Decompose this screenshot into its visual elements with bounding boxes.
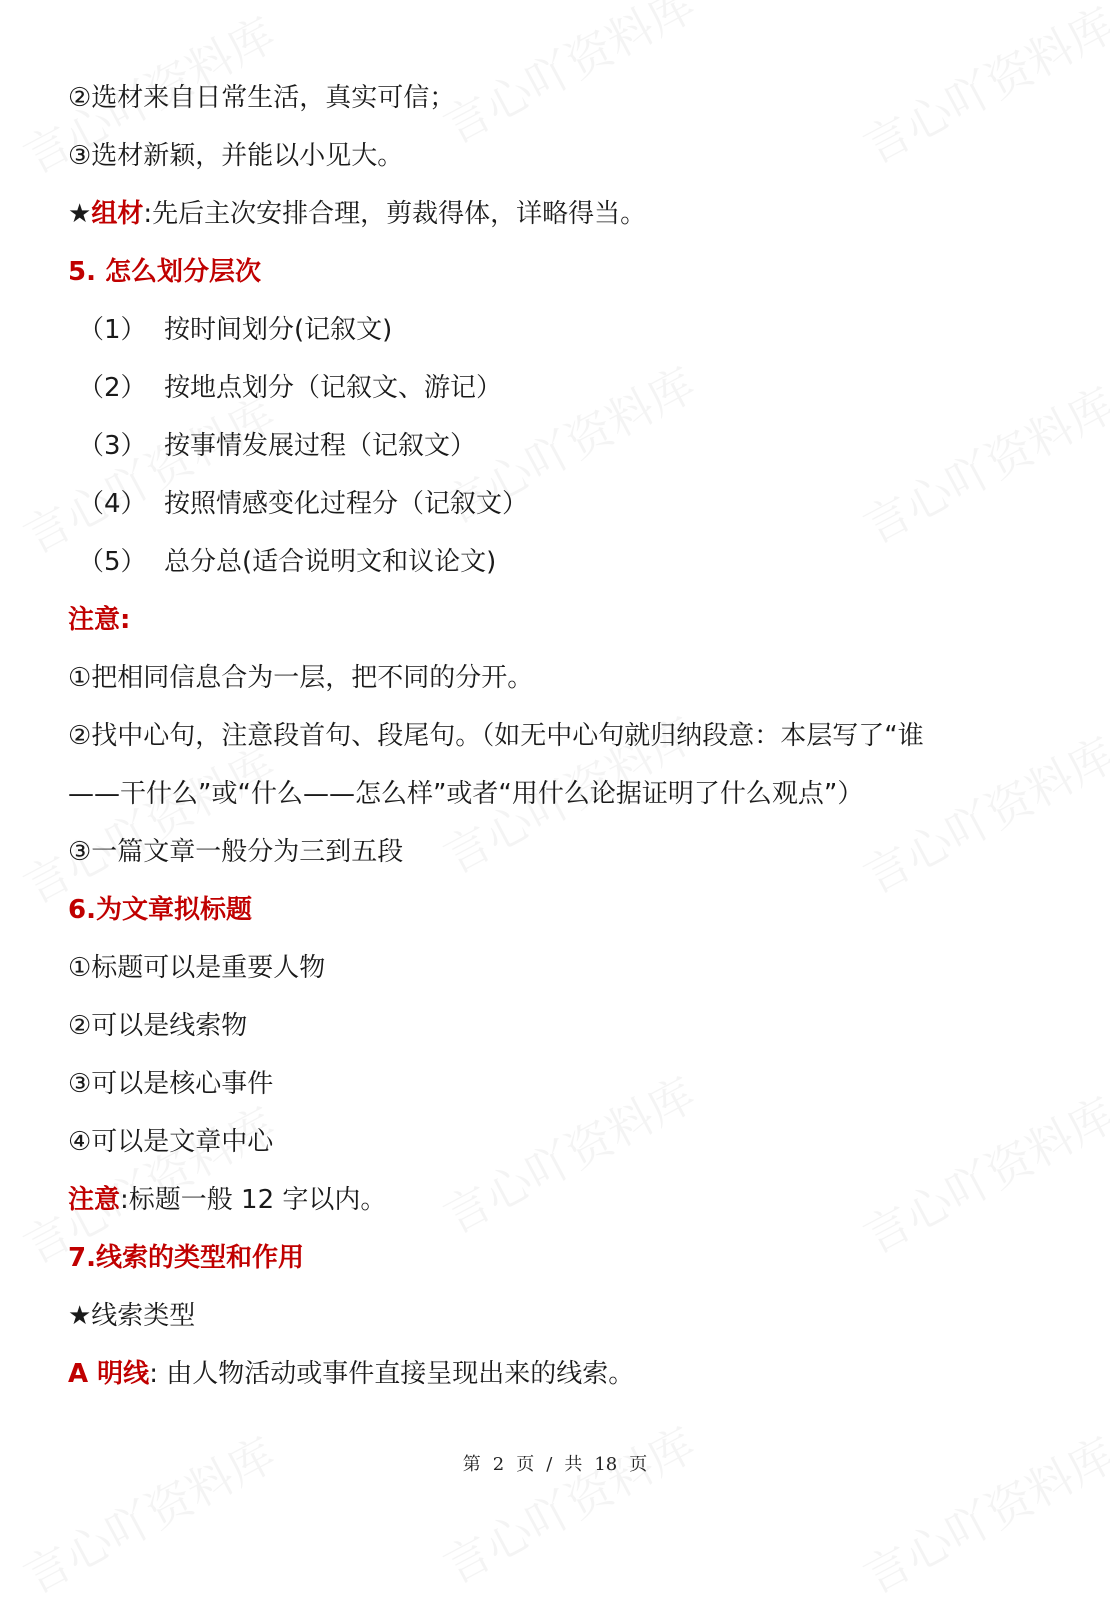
watermark bbox=[11, 1419, 286, 1607]
list-number: （5） bbox=[78, 547, 147, 577]
list-text: 按时间划分(记叙文) bbox=[164, 315, 393, 345]
text-line: ④可以是文章中心 bbox=[68, 1127, 274, 1157]
section-heading: 5. 怎么划分层次 bbox=[68, 257, 262, 287]
text-line: ——干什么”或“什么——怎么样”或者“用什么论据证明了什么观点”） bbox=[68, 779, 864, 809]
list-item bbox=[78, 312, 1050, 348]
note-text: :标题一般 12 字以内。 bbox=[120, 1185, 387, 1215]
footer-label: 第 bbox=[462, 1454, 481, 1475]
text-line: ①标题可以是重要人物 bbox=[68, 953, 326, 983]
term-label: A 明线 bbox=[68, 1359, 150, 1389]
list-number: （4） bbox=[78, 489, 147, 519]
term-text: :先后主次安排合理，剪裁得体，详略得当。 bbox=[143, 199, 647, 229]
footer-separator: / bbox=[546, 1454, 553, 1475]
section-heading: 6.为文章拟标题 bbox=[68, 895, 252, 925]
text-line bbox=[68, 196, 1050, 232]
list-text: 按照情感变化过程分（记叙文） bbox=[164, 489, 529, 519]
list-text: 按事情发展过程（记叙文） bbox=[164, 431, 477, 461]
watermark bbox=[431, 1409, 706, 1597]
term-text: : 由人物活动或事件直接呈现出来的线索。 bbox=[149, 1359, 635, 1389]
star-marker: ★ bbox=[68, 199, 92, 229]
list-number: （1） bbox=[78, 315, 147, 345]
total-page-number: 18 bbox=[594, 1454, 618, 1475]
watermark bbox=[431, 0, 706, 157]
term-label: 组材 bbox=[91, 199, 144, 229]
text-line: ③选材新颖，并能以小见大。 bbox=[68, 141, 404, 171]
note-label: 注意: bbox=[68, 605, 131, 635]
list-item bbox=[78, 428, 1050, 464]
list-item bbox=[78, 544, 1050, 580]
footer-label: 共 bbox=[564, 1454, 583, 1475]
list-text: 按地点划分（记叙文、游记） bbox=[164, 373, 503, 403]
watermark bbox=[11, 379, 286, 567]
text-line: ③可以是核心事件 bbox=[68, 1069, 274, 1099]
list-item bbox=[78, 486, 1050, 522]
page-footer bbox=[0, 1450, 1110, 1476]
text-line: ②可以是线索物 bbox=[68, 1011, 248, 1041]
footer-label: 页 bbox=[629, 1454, 648, 1475]
list-item bbox=[78, 370, 1050, 406]
text-line: ③一篇文章一般分为三到五段 bbox=[68, 837, 404, 867]
text-line: ②选材来自日常生活，真实可信； bbox=[68, 83, 456, 113]
watermark bbox=[851, 1079, 1110, 1267]
text-line bbox=[68, 1356, 1050, 1392]
current-page-number: 2 bbox=[492, 1454, 505, 1475]
text-line: ★线索类型 bbox=[68, 1301, 196, 1331]
list-text: 总分总(适合说明文和议论文) bbox=[164, 547, 497, 577]
section-heading: 7.线索的类型和作用 bbox=[68, 1243, 304, 1273]
text-line bbox=[68, 1182, 1050, 1218]
watermark bbox=[851, 1419, 1110, 1607]
note-label: 注意 bbox=[68, 1185, 121, 1215]
footer-label: 页 bbox=[516, 1454, 535, 1475]
list-number: （2） bbox=[78, 373, 147, 403]
text-line: ①把相同信息合为一层，把不同的分开。 bbox=[68, 663, 534, 693]
watermark bbox=[11, 729, 286, 917]
text-line: ②找中心句，注意段首句、段尾句。（如无中心句就归纳段意：本层写了“谁 bbox=[68, 721, 924, 751]
list-number: （3） bbox=[78, 431, 147, 461]
